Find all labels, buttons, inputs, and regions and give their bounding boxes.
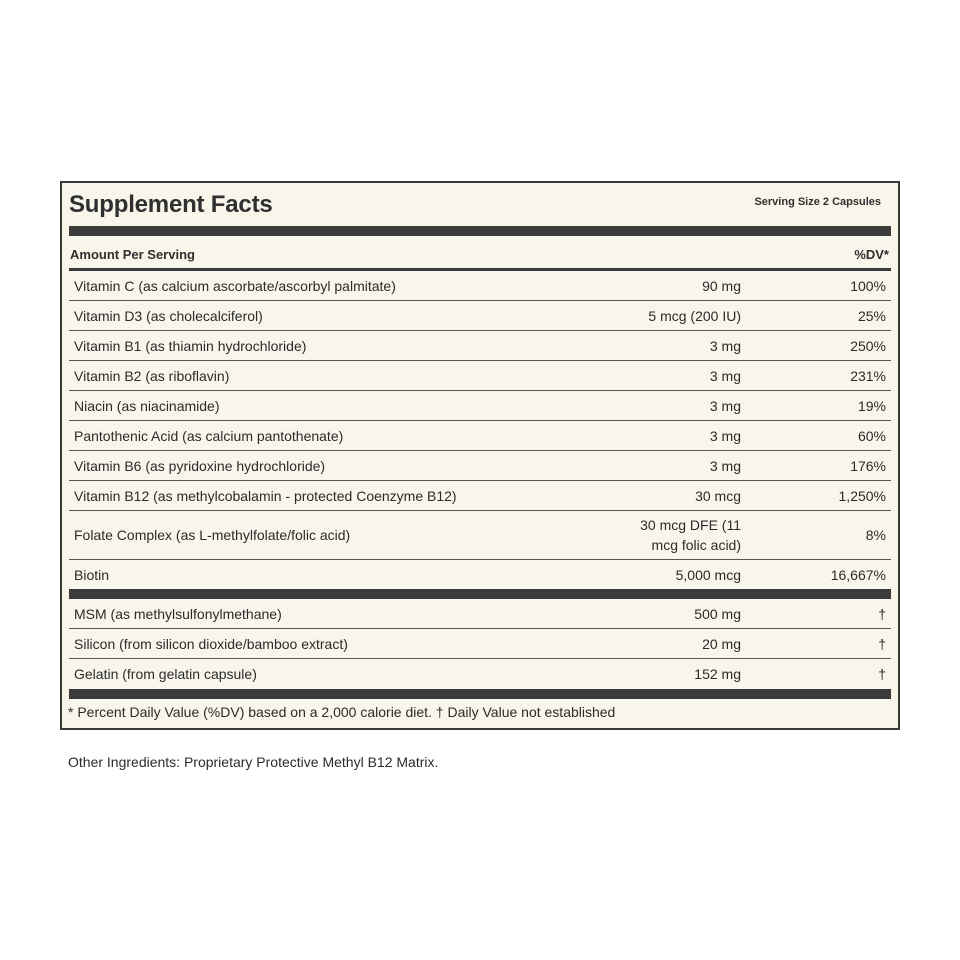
table-row <box>69 301 891 331</box>
ingredient-name: Pantothenic Acid (as calcium pantothenate) <box>74 427 344 444</box>
table-row <box>69 629 891 659</box>
ingredient-amount: 5 mcg (200 IU) <box>648 307 741 324</box>
section-divider-bar <box>69 589 891 599</box>
ingredient-dv: † <box>878 605 886 622</box>
ingredient-dv: 100% <box>850 277 886 294</box>
ingredient-name: Vitamin B12 (as methylcobalamin - protected Coenzyme B12) <box>74 487 457 504</box>
ingredient-amount: 5,000 mcg <box>675 566 741 583</box>
ingredient-dv: 1,250% <box>838 487 886 504</box>
ingredient-name: Vitamin C (as calcium ascorbate/ascorbyl palmitate) <box>74 277 396 294</box>
ingredient-name: Vitamin B2 (as riboflavin) <box>74 367 230 384</box>
table-row <box>69 481 891 511</box>
table-row <box>69 361 891 391</box>
ingredient-amount: 20 mg <box>702 635 741 652</box>
other-ingredients: Other Ingredients: Proprietary Protective Methyl B12 Matrix. <box>68 754 439 770</box>
ingredient-amount-line2: mcg folic acid) <box>651 537 741 553</box>
ingredient-dv: 19% <box>857 397 886 414</box>
top-divider-bar <box>69 226 891 236</box>
vitamin-rows <box>69 271 891 589</box>
ingredient-name: Niacin (as niacinamide) <box>74 397 220 414</box>
ingredient-amount-line1: 30 mcg DFE (11 <box>640 517 741 533</box>
dv-header: %DV* <box>854 247 889 262</box>
panel-title: Supplement Facts <box>69 191 273 218</box>
serving-size: Serving Size 2 Capsules <box>754 196 881 208</box>
ingredient-amount: 3 mg <box>709 367 741 384</box>
ingredient-name: Biotin <box>74 566 110 583</box>
ingredient-dv: 8% <box>865 527 886 543</box>
table-row <box>69 271 891 301</box>
ingredient-amount: 30 mcg <box>695 487 741 504</box>
ingredient-amount: 3 mg <box>709 427 741 444</box>
ingredient-name: Vitamin B6 (as pyridoxine hydrochloride) <box>74 457 326 474</box>
ingredient-dv: 231% <box>850 367 886 384</box>
ingredient-amount: 152 mg <box>694 665 741 682</box>
ingredient-name: Gelatin (from gelatin capsule) <box>74 665 257 682</box>
ingredient-name: Silicon (from silicon dioxide/bamboo extract) <box>74 635 348 652</box>
ingredient-amount: 90 mg <box>702 277 741 294</box>
ingredient-amount: 3 mg <box>709 337 741 354</box>
table-row <box>69 331 891 361</box>
table-row <box>69 560 891 589</box>
amount-per-serving-header: Amount Per Serving <box>70 247 195 262</box>
supplement-facts-panel <box>60 181 900 730</box>
ingredient-amount: 3 mg <box>709 457 741 474</box>
ingredient-dv: 25% <box>857 307 886 324</box>
ingredient-dv: 60% <box>857 427 886 444</box>
table-row <box>69 391 891 421</box>
ingredient-amount <box>640 515 741 555</box>
ingredient-amount: 500 mg <box>694 605 741 622</box>
bottom-divider-bar <box>69 689 891 699</box>
ingredient-dv: 176% <box>850 457 886 474</box>
table-row <box>69 659 891 688</box>
ingredient-name: Vitamin B1 (as thiamin hydrochloride) <box>74 337 307 354</box>
table-row <box>69 451 891 481</box>
ingredient-dv: 16,667% <box>830 566 886 583</box>
ingredient-dv: † <box>878 635 886 652</box>
ingredient-name: Vitamin D3 (as cholecalciferol) <box>74 307 263 324</box>
ingredient-dv: 250% <box>850 337 886 354</box>
table-row <box>69 599 891 629</box>
table-row <box>69 511 891 560</box>
footnote: * Percent Daily Value (%DV) based on a 2,000 calorie diet. † Daily Value not established <box>68 704 616 720</box>
other-rows <box>69 599 891 688</box>
ingredient-dv: † <box>878 665 886 682</box>
ingredient-amount: 3 mg <box>709 397 741 414</box>
table-row <box>69 421 891 451</box>
ingredient-name: MSM (as methylsulfonylmethane) <box>74 605 282 622</box>
ingredient-name: Folate Complex (as L-methylfolate/folic acid) <box>74 527 351 543</box>
